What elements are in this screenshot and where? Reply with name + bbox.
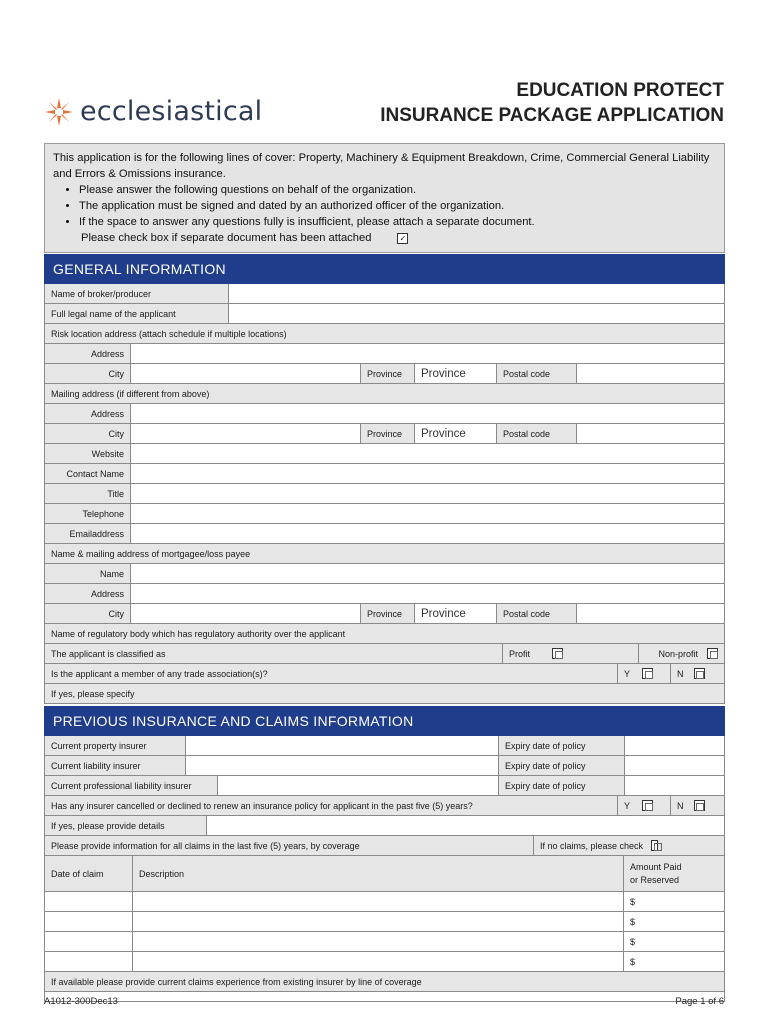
regulatory-body-label: Name of regulatory body which has regulatory authority over the applicant: [45, 624, 724, 643]
cancelled-no-checkbox[interactable]: [694, 800, 705, 811]
intro-bullets: [53, 182, 716, 230]
col-description: Description: [133, 856, 624, 891]
nonprofit-option: [639, 644, 724, 663]
page-title: [380, 78, 724, 128]
trade-yes-option: [618, 664, 671, 683]
legal-name-label: Full legal name of the applicant: [45, 304, 229, 323]
claim-description-field[interactable]: [133, 892, 624, 911]
cancelled-no-option: [671, 796, 724, 815]
col-amount-line-1: Amount Paid: [630, 861, 682, 872]
property-expiry-label: Expiry date of policy: [499, 736, 625, 755]
separate-doc-note: [53, 230, 716, 246]
mortgagee-postal-label: Postal code: [497, 604, 577, 623]
general-information-header: GENERAL INFORMATION: [44, 254, 725, 284]
currency-symbol: $: [630, 936, 636, 947]
risk-city-field[interactable]: [131, 364, 361, 383]
mailing-address-field[interactable]: [131, 404, 724, 423]
cancelled-yes-option: [618, 796, 671, 815]
property-insurer-label: Current property insurer: [45, 736, 186, 755]
professional-expiry-field[interactable]: [625, 776, 724, 795]
claim-amount-field[interactable]: [624, 892, 724, 911]
claim-date-field[interactable]: [45, 932, 133, 951]
nonprofit-label: Non-profit: [658, 648, 698, 659]
no-claims-checkbox[interactable]: [651, 840, 658, 851]
claim-amount-field[interactable]: [624, 932, 724, 951]
trade-no-checkbox[interactable]: [694, 668, 705, 679]
liability-expiry-label: Expiry date of policy: [499, 756, 625, 775]
mailing-city-label: City: [45, 424, 131, 443]
risk-address-field[interactable]: [131, 344, 724, 363]
intro-bullet: • If the space to answer any questions fully is insufficient, please attach a separate document.: [79, 214, 716, 230]
risk-address-label: Risk location address (attach schedule if multiple locations): [45, 324, 724, 343]
professional-insurer-label: Current professional liability insurer: [45, 776, 218, 795]
trade-association-label: Is the applicant a member of any trade association(s)?: [45, 664, 618, 683]
intro-text: This application is for the following lines of cover: Property, Machinery & Equipment Breakdown, Crime, Commercial General Liability and Errors & Omissions insurance.: [53, 152, 710, 180]
claims-experience-field[interactable]: [45, 992, 724, 1001]
currency-symbol: $: [630, 956, 636, 967]
no-claims-label: If no claims, please check: [540, 840, 644, 851]
profit-label: Profit: [509, 648, 531, 659]
mortgagee-address-field[interactable]: [131, 584, 724, 603]
logo-text: ecclesiastical: [80, 96, 263, 127]
mailing-address-label: Mailing address (if different from above): [45, 384, 724, 403]
previous-insurance-form: [44, 736, 725, 1002]
cancelled-yes-checkbox[interactable]: [642, 800, 653, 811]
liability-insurer-field[interactable]: [186, 756, 499, 775]
mortgagee-name-field[interactable]: [131, 564, 724, 583]
mailing-city-field[interactable]: [131, 424, 361, 443]
cancelled-no-label: N: [677, 800, 684, 811]
profit-option: [503, 644, 639, 663]
professional-insurer-field[interactable]: [218, 776, 499, 795]
claim-date-field[interactable]: [45, 912, 133, 931]
risk-province-label: Province: [361, 364, 415, 383]
mailing-postal-label: Postal code: [497, 424, 577, 443]
mortgagee-label: Name & mailing address of mortgagee/loss payee: [45, 544, 724, 563]
risk-city-label: City: [45, 364, 131, 383]
col-amount-line-2: or Reserved: [630, 874, 680, 885]
claim-date-field[interactable]: [45, 892, 133, 911]
nonprofit-checkbox[interactable]: [707, 648, 718, 659]
currency-symbol: $: [630, 896, 636, 907]
property-expiry-field[interactable]: [625, 736, 724, 755]
trade-yes-label: Y: [624, 668, 631, 679]
mailing-address-label-address: Address: [45, 404, 131, 423]
professional-expiry-label: Expiry date of policy: [499, 776, 625, 795]
claim-description-field[interactable]: [133, 932, 624, 951]
col-amount: [624, 856, 724, 891]
mailing-province-label: Province: [361, 424, 415, 443]
title-line-2: INSURANCE PACKAGE APPLICATION: [380, 105, 724, 126]
risk-address-label-address: Address: [45, 344, 131, 363]
liability-expiry-field[interactable]: [625, 756, 724, 775]
telephone-field[interactable]: [131, 504, 724, 523]
contact-name-field[interactable]: [131, 464, 724, 483]
contact-name-label: Contact Name: [45, 464, 131, 483]
claim-description-field[interactable]: [133, 952, 624, 971]
separate-doc-label: Please check box if separate document has been attached: [81, 232, 372, 244]
risk-postal-field[interactable]: [577, 364, 724, 383]
ecclesiastical-star-icon: [44, 97, 74, 127]
website-field[interactable]: [131, 444, 724, 463]
intro-bullet: • Please answer the following questions on behalf of the organization.: [79, 182, 716, 198]
form-code: A1012-300Dec13: [44, 996, 118, 1007]
claim-date-field[interactable]: [45, 952, 133, 971]
cancelled-yes-label: Y: [624, 800, 631, 811]
claims-experience-label: If available please provide current claims experience from existing insurer by line of coverage: [45, 972, 724, 991]
risk-province-select[interactable]: Province: [415, 364, 497, 383]
claims-info-label: Please provide information for all claims in the last five (5) years, by coverage: [45, 836, 534, 855]
mailing-province-select[interactable]: Province: [415, 424, 497, 443]
currency-symbol: $: [630, 916, 636, 927]
trade-no-label: N: [677, 668, 684, 679]
risk-postal-label: Postal code: [497, 364, 577, 383]
cancelled-details-field[interactable]: [207, 816, 724, 835]
email-label: Emailaddress: [45, 524, 131, 543]
separate-doc-checkbox[interactable]: ✓: [397, 233, 408, 244]
trade-specify-label: If yes, please specify: [45, 684, 724, 703]
email-field[interactable]: [131, 524, 724, 543]
telephone-label: Telephone: [45, 504, 131, 523]
legal-name-field[interactable]: [229, 304, 724, 323]
general-information-form: [44, 284, 725, 704]
logo: [44, 96, 262, 127]
title-label: Title: [45, 484, 131, 503]
mortgagee-city-field[interactable]: [131, 604, 361, 623]
claim-amount-field[interactable]: [624, 912, 724, 931]
cancelled-details-label: If yes, please provide details: [45, 816, 207, 835]
mortgagee-province-select[interactable]: Province: [415, 604, 497, 623]
mortgagee-address-label: Address: [45, 584, 131, 603]
mortgagee-city-label: City: [45, 604, 131, 623]
classified-label: The applicant is classified as: [45, 644, 503, 663]
cancelled-label: Has any insurer cancelled or declined to renew an insurance policy for applicant in the past five (5) years?: [45, 796, 618, 815]
mortgagee-province-label: Province: [361, 604, 415, 623]
broker-field[interactable]: [229, 284, 724, 303]
mortgagee-name-label: Name: [45, 564, 131, 583]
claim-description-field[interactable]: [133, 912, 624, 931]
property-insurer-field[interactable]: [186, 736, 499, 755]
mailing-postal-field[interactable]: [577, 424, 724, 443]
mortgagee-postal-field[interactable]: [577, 604, 724, 623]
website-label: Website: [45, 444, 131, 463]
page-number: Page 1 of 6: [675, 996, 724, 1007]
broker-label: Name of broker/producer: [45, 284, 229, 303]
intro-bullet: • The application must be signed and dated by an authorized officer of the organization.: [79, 198, 716, 214]
claim-amount-field[interactable]: [624, 952, 724, 971]
trade-yes-checkbox[interactable]: [642, 668, 653, 679]
no-claims-option: [534, 836, 724, 855]
intro-box: [44, 143, 725, 253]
profit-checkbox[interactable]: [552, 648, 563, 659]
col-date-of-claim: Date of claim: [45, 856, 133, 891]
previous-insurance-header: PREVIOUS INSURANCE AND CLAIMS INFORMATION: [44, 706, 725, 736]
trade-no-option: [671, 664, 724, 683]
liability-insurer-label: Current liability insurer: [45, 756, 186, 775]
title-line-1: EDUCATION PROTECT: [516, 80, 724, 101]
title-field[interactable]: [131, 484, 724, 503]
